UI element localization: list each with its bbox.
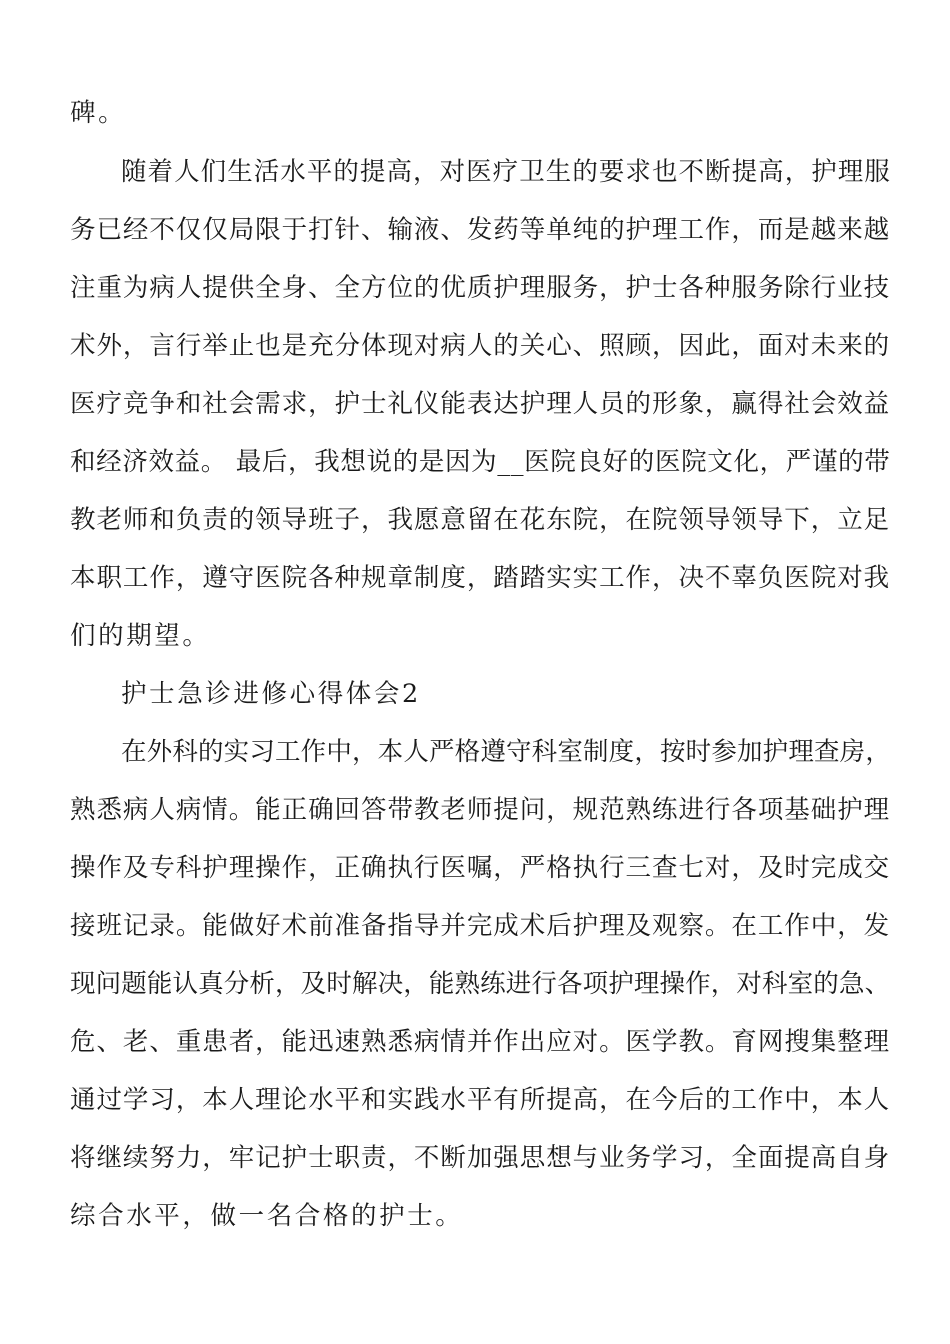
- text-line: 熟悉病人病情。能正确回答带教老师提问，规范熟练进行各项基础护理: [70, 795, 891, 825]
- paragraph-start-line: 随着人们生活水平的提高，对医疗卫生的要求也不断提高，护理服: [121, 157, 891, 187]
- text-line: 医疗竞争和社会需求，护士礼仪能表达护理人员的形象，赢得社会效益: [70, 389, 891, 419]
- text-line: 们的期望。: [70, 621, 211, 651]
- section-heading: 护士急诊进修心得体会2: [121, 679, 421, 709]
- text-line: 通过学习，本人理论水平和实践水平有所提高，在今后的工作中，本人: [70, 1085, 891, 1115]
- text-line: 碑。: [70, 98, 127, 128]
- text-line: 将继续努力，牢记护士职责，不断加强思想与业务学习，全面提高自身: [70, 1143, 891, 1173]
- text-line: 教老师和负责的领导班子，我愿意留在花东院，在院领导领导下，立足: [70, 505, 891, 535]
- text-line: 注重为病人提供全身、全方位的优质护理服务，护士各种服务除行业技: [70, 273, 891, 303]
- paragraph-start-line: 在外科的实习工作中，本人严格遵守科室制度，按时参加护理查房，: [121, 737, 892, 767]
- text-line: 务已经不仅仅局限于打针、输液、发药等单纯的护理工作，而是越来越: [70, 215, 891, 245]
- text-line: 操作及专科护理操作，正确执行医嘱，严格执行三查七对，及时完成交: [70, 853, 891, 883]
- text-line: 现问题能认真分析，及时解决，能熟练进行各项护理操作，对科室的急、: [70, 969, 891, 999]
- text-line: 危、老、重患者，能迅速熟悉病情并作出应对。医学教。育网搜集整理: [70, 1027, 891, 1057]
- text-line: 本职工作，遵守医院各种规章制度，踏踏实实工作，决不辜负医院对我: [70, 563, 891, 593]
- text-line: 术外，言行举止也是充分体现对病人的关心、照顾，因此，面对未来的: [70, 331, 891, 361]
- text-line: 接班记录。能做好术前准备指导并完成术后护理及观察。在工作中，发: [70, 911, 891, 941]
- text-line: 综合水平，做一名合格的护士。: [70, 1201, 464, 1231]
- text-line: 和经济效益。 最后，我想说的是因为__医院良好的医院文化，严谨的带: [70, 447, 891, 477]
